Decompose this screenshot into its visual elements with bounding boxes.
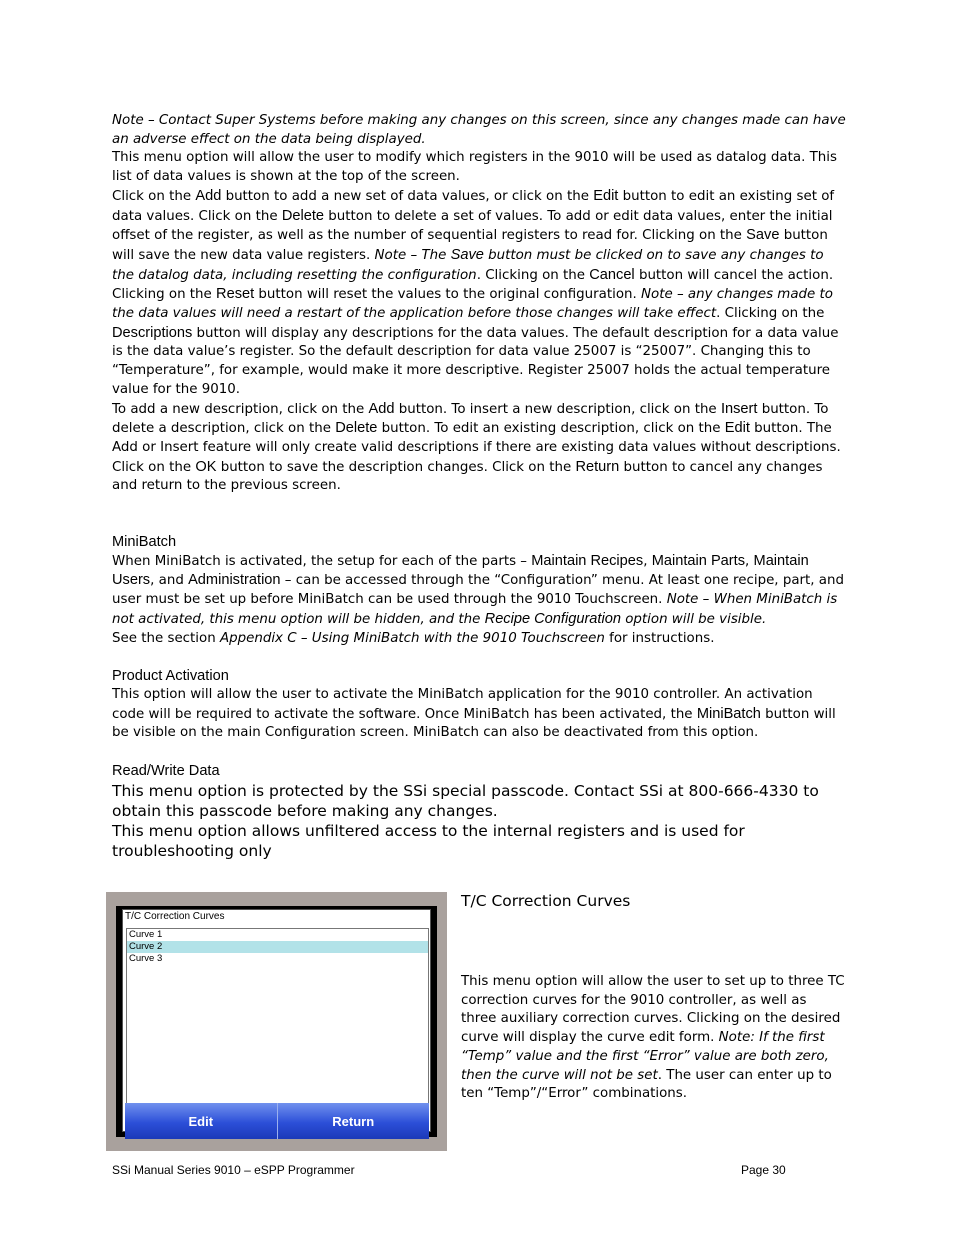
edit-button[interactable]: Edit [125,1103,278,1139]
heading-tc-correction: T/C Correction Curves [461,892,631,910]
paragraph-minibatch-see: See the section Appendix C – Using MiniBatch with the 9010 Touchscreen for instructions. [112,630,715,646]
heading-read-write: Read/Write Data [112,763,220,780]
paragraph-descriptions: To add a new description, click on the Add button. To insert a new description, click on the Insert button. To delete a description, click on the Delete button. To edit an existing description, click on the Edit button. The Add or Insert feature will only create valid descriptions if there are existing data values without descriptions. Click on the OK button to save the description changes. Click on the Return button to cancel any changes and return to the previous screen. [112,400,841,494]
curve-list-item[interactable]: Curve 1 [129,929,163,940]
paragraph-datalog-buttons: Click on the Add button to add a new set of data values, or click on the Edit button to edit an existing set of data values. Click on the Delete button to delete a set of values. To add or edit data values, enter the initial offset of the register, as well as the number of sequential registers to read for. Clicking on the Save button will save the new data value registers. Note – The Save button must be clicked on to save any changes to the datalog data, including resetting the configuration. Clicking on the Cancel button will cancel the action. Clicking on the Reset button will reset the values to the original configuration. Note – any changes made to the data values will need a restart of the application before those changes will take effect. Clicking on the Descriptions button will display any descriptions for the data values. The default description for a data value is the data value’s register. So the default description for data value 25007 is “25007”. Changing this to “Temperature”, for example, would make it more descriptive. Register 25007 holds the actual temperature value for the 9010. [112,187,839,397]
footer-title: SSi Manual Series 9010 – eSPP Programmer [112,1163,355,1177]
screenshot-panel [122,909,431,1132]
screenshot-bezel [116,906,437,1137]
paragraph-product-activation: This option will allow the user to activate the MiniBatch application for the 9010 controller. An activation code will be required to activate the software. Once MiniBatch has been activated, the MiniBatch button will be visible on the main Configuration screen. MiniBatch can also be deactivated from this option. [112,686,836,741]
heading-minibatch: MiniBatch [112,534,177,551]
curve-list-item[interactable]: Curve 3 [129,953,163,964]
note-top: Note – Contact Super Systems before making any changes on this screen, since any changes made can have an adverse effect on the data being displayed. [112,113,846,147]
curve-list [126,928,429,1104]
screenshot-button-bar [125,1103,429,1139]
tc-curves-screenshot [106,892,447,1151]
paragraph-read-write-2: This menu option allows unfiltered access to the internal registers and is used for troubleshooting only [112,822,745,861]
screenshot-title: T/C Correction Curves [125,911,225,922]
heading-product-activation: Product Activation [112,668,229,685]
paragraph-minibatch: When MiniBatch is activated, the setup for each of the parts – Maintain Recipes, Maintain Parts, Maintain Users, and Administration – can be accessed through the “Configuration” menu. At least one recipe, part, and user must be set up before MiniBatch can be used through the 9010 Touchscreen. Note – When MiniBatch is not activated, this menu option will be hidden, and the Recipe Configuration option will be visible. [112,552,844,627]
paragraph-tc-correction: This menu option will allow the user to set up to three TC correction curves for the 9010 controller, as well as three auxiliary correction curves. Clicking on the desired curve will display the curve edit form. Note: If the first “Temp” value and the first “Error” value are both zero, then the curve will not be set. The user can enter up to ten “Temp”/“Error” combinations. [461,974,845,1102]
curve-list-item-selected[interactable]: Curve 2 [127,941,428,953]
return-button[interactable]: Return [278,1103,430,1139]
footer-page-number: Page 30 [741,1163,786,1177]
paragraph-read-write-1: This menu option is protected by the SSi special passcode. Contact SSi at 800-666-4330 to obtain this passcode before making any changes. [112,781,819,820]
paragraph-datalog-intro: This menu option will allow the user to modify which registers in the 9010 will be used as datalog data. This list of data values is shown at the top of the screen. [112,150,837,185]
document-body [112,112,847,862]
